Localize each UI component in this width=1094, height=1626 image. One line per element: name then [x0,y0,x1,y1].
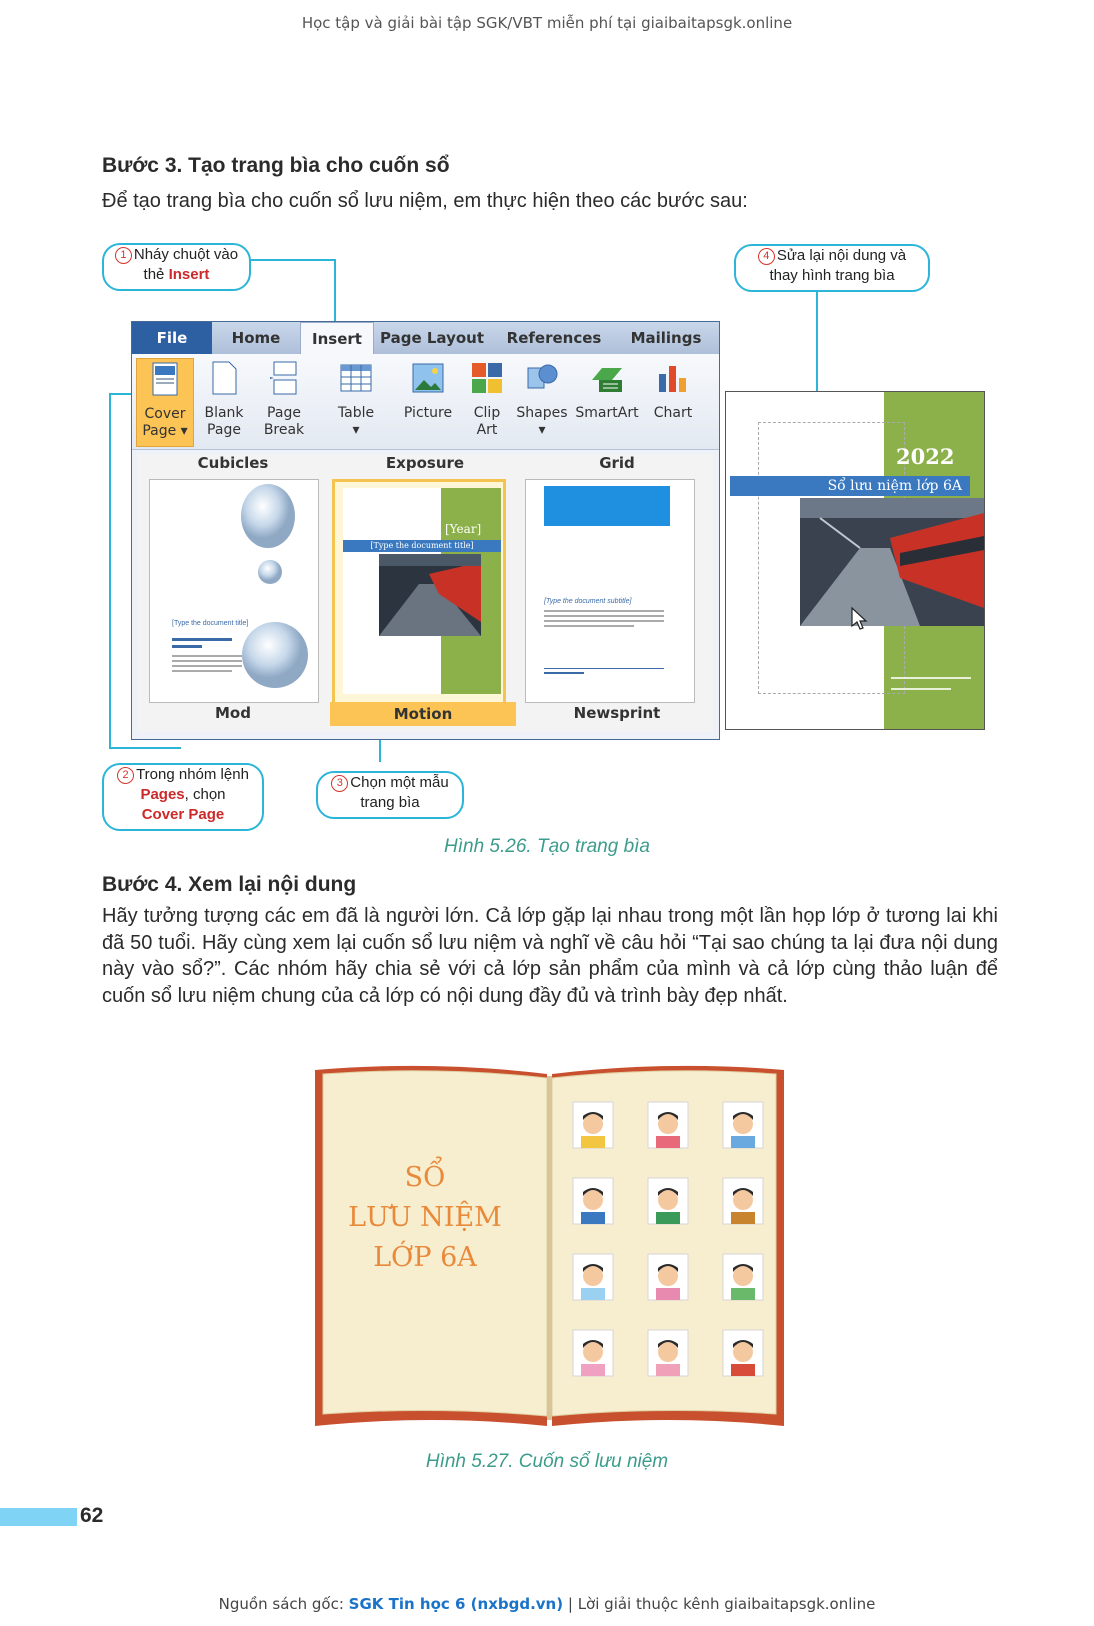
callout-1-line2: thẻ [143,266,169,283]
page-break-label: Page [267,405,301,421]
callout-3-text: Chọn một mẫu [350,774,449,791]
footer-suffix: | Lời giải thuộc kênh giaibaitapsgk.online [563,1595,876,1613]
callout-2-highlight-pages: Pages [140,786,185,803]
shapes-label: Shapes [516,405,568,421]
cover-year: 2022 [896,444,955,469]
callout-1 [102,243,251,291]
cover-page-label-2: Page ▾ [142,423,188,439]
blank-page-button[interactable] [196,358,252,439]
site-header-text: Học tập và giải bài tập SGK/VBT miễn phí tại giaibaitapsgk.online [301,14,793,32]
mouse-cursor-icon [850,606,868,632]
tab-file[interactable]: File [132,322,212,354]
cover-train-photo[interactable] [800,498,984,626]
shapes-label-2: ▾ [538,422,546,438]
callout-1-text: Nháy chuột vào [133,246,239,263]
figure-5-26-caption: Hình 5.26. Tạo trang bìa [444,836,650,857]
picture-button[interactable] [397,358,459,422]
tab-mailings[interactable]: Mailings [630,329,702,347]
step4-body: Hãy tưởng tượng các em đã là người lớn. Cả lớp gặp lại nhau trong một lần họp lớp ở tương lai khi đã 50 tuổi. Hãy cùng xem lại cuốn sổ lưu niệm và nghĩ về câu hỏi “Tại sao chúng ta lại đưa nội dung này vào sổ?”. Các nhóm hãy chia sẻ với cả lớp sản phẩm của mình và cả lớp cùng thảo luận để cuốn sổ lưu niệm chung của cả lớp có nội dung đầy đủ và trình bày đẹp nhất. [102,905,998,1007]
cover-title-bar[interactable]: Sổ lưu niệm lớp 6A [730,476,970,496]
ribbon-insert-tools [132,354,719,450]
clip-art-button[interactable] [462,358,512,439]
callout-3-number: 3 [331,775,348,792]
clip-art-label-2: Art [476,422,498,438]
page-number: 62 [80,1504,104,1527]
page-break-label-2: Break [263,422,305,438]
cover-page-label: Cover [144,406,186,422]
callout-2 [102,763,264,831]
mod-bubbles-graphic [150,480,318,702]
cover-page-icon [147,361,183,397]
tab-insert[interactable]: Insert [300,322,374,355]
word-ribbon-screenshot [131,321,720,740]
picture-icon [410,360,446,396]
motion-train-photo [379,554,481,636]
callout2-connector-bottom [109,747,181,749]
newsprint-blue-block [544,486,670,526]
book-title-line1: SỔ [404,1162,446,1193]
cover-page-gallery [138,454,713,732]
table-label: Table [337,405,375,421]
callout-1-number: 1 [115,247,132,264]
page-break-button[interactable] [256,358,312,439]
callout-3-line2: trang bìa [360,794,420,811]
ribbon-tab-bar [132,322,719,354]
callout-2-text: Trong nhóm lệnh [136,766,249,783]
shapes-icon [524,360,560,396]
gallery-head-exposure: Exposure [385,454,465,472]
callout-1-highlight: Insert [168,266,210,283]
cover-page-button[interactable] [136,358,194,447]
gallery-label-newsprint: Newsprint [573,704,661,722]
footer-prefix: Nguồn sách gốc: [218,1595,349,1613]
callout-2-number: 2 [117,767,134,784]
table-icon [338,360,374,396]
smartart-icon [589,360,625,396]
table-label-2: ▾ [352,422,360,438]
motion-year: [Year] [445,522,482,536]
gallery-label-motion: Motion [330,702,516,726]
smartart-button[interactable] [572,358,642,422]
cover-author-line [891,677,971,679]
step3-title: Bước 3. Tạo trang bìa cho cuốn sổ [102,154,450,177]
callout1-connector [244,259,335,261]
newsprint-text-lines [544,610,674,680]
blank-page-label: Blank [204,405,244,421]
callout-4 [734,244,930,292]
cover-template-mod[interactable] [149,479,319,703]
footer [0,1595,1094,1613]
cover-preview [725,391,985,730]
callout-2-highlight-cover-page: Cover Page [141,806,225,823]
gallery-head-cubicles: Cubicles [197,454,269,472]
smartart-label: SmartArt [575,405,639,421]
picture-label: Picture [403,405,453,421]
callout-2-mid: , chọn [184,786,226,803]
blank-page-icon [206,360,242,396]
callout-4-text: Sửa lại nội dung và [776,247,907,264]
chart-icon [655,360,691,396]
blank-page-label-2: Page [207,422,241,438]
step3-intro: Để tạo trang bìa cho cuốn sổ lưu niệm, em thực hiện theo các bước sau: [102,190,748,212]
page-number-bar [0,1508,77,1526]
gallery-label-mod: Mod [215,704,251,722]
table-button[interactable] [328,358,384,439]
callout-4-number: 4 [758,248,775,265]
clip-art-icon [469,360,505,396]
cover-template-motion[interactable] [332,479,506,707]
footer-book-link[interactable]: SGK Tin học 6 (nxbgd.vn) [348,1595,564,1613]
callout-3 [316,771,464,819]
callout-4-line2: thay hình trang bìa [769,267,895,284]
cover-template-newsprint[interactable] [525,479,695,703]
tab-references[interactable]: References [506,329,602,347]
cover-date-line [891,688,951,690]
step4-title: Bước 4. Xem lại nội dung [102,873,357,896]
page-break-icon [266,360,302,396]
figure-5-27-caption: Hình 5.27. Cuốn sổ lưu niệm [425,1451,669,1472]
chart-button[interactable] [644,358,702,422]
shapes-button[interactable] [512,358,572,439]
gallery-head-grid: Grid [599,454,635,472]
book-title-line2: LƯU NIỆM [348,1202,502,1233]
tab-home[interactable]: Home [231,329,281,347]
book-title-line3: LỚP 6A [373,1242,477,1273]
tab-page-layout[interactable]: Page Layout [380,329,484,347]
book-title [330,1158,520,1278]
chart-label: Chart [653,405,693,421]
clip-art-label: Clip [473,405,501,421]
newsprint-subtitle-placeholder: [Type the document subtitle] [544,598,632,605]
callout2-connector-vertical [109,393,111,749]
mod-title-placeholder: [Type the document title] [172,620,249,627]
motion-title-bar: [Type the document title] [343,540,501,552]
